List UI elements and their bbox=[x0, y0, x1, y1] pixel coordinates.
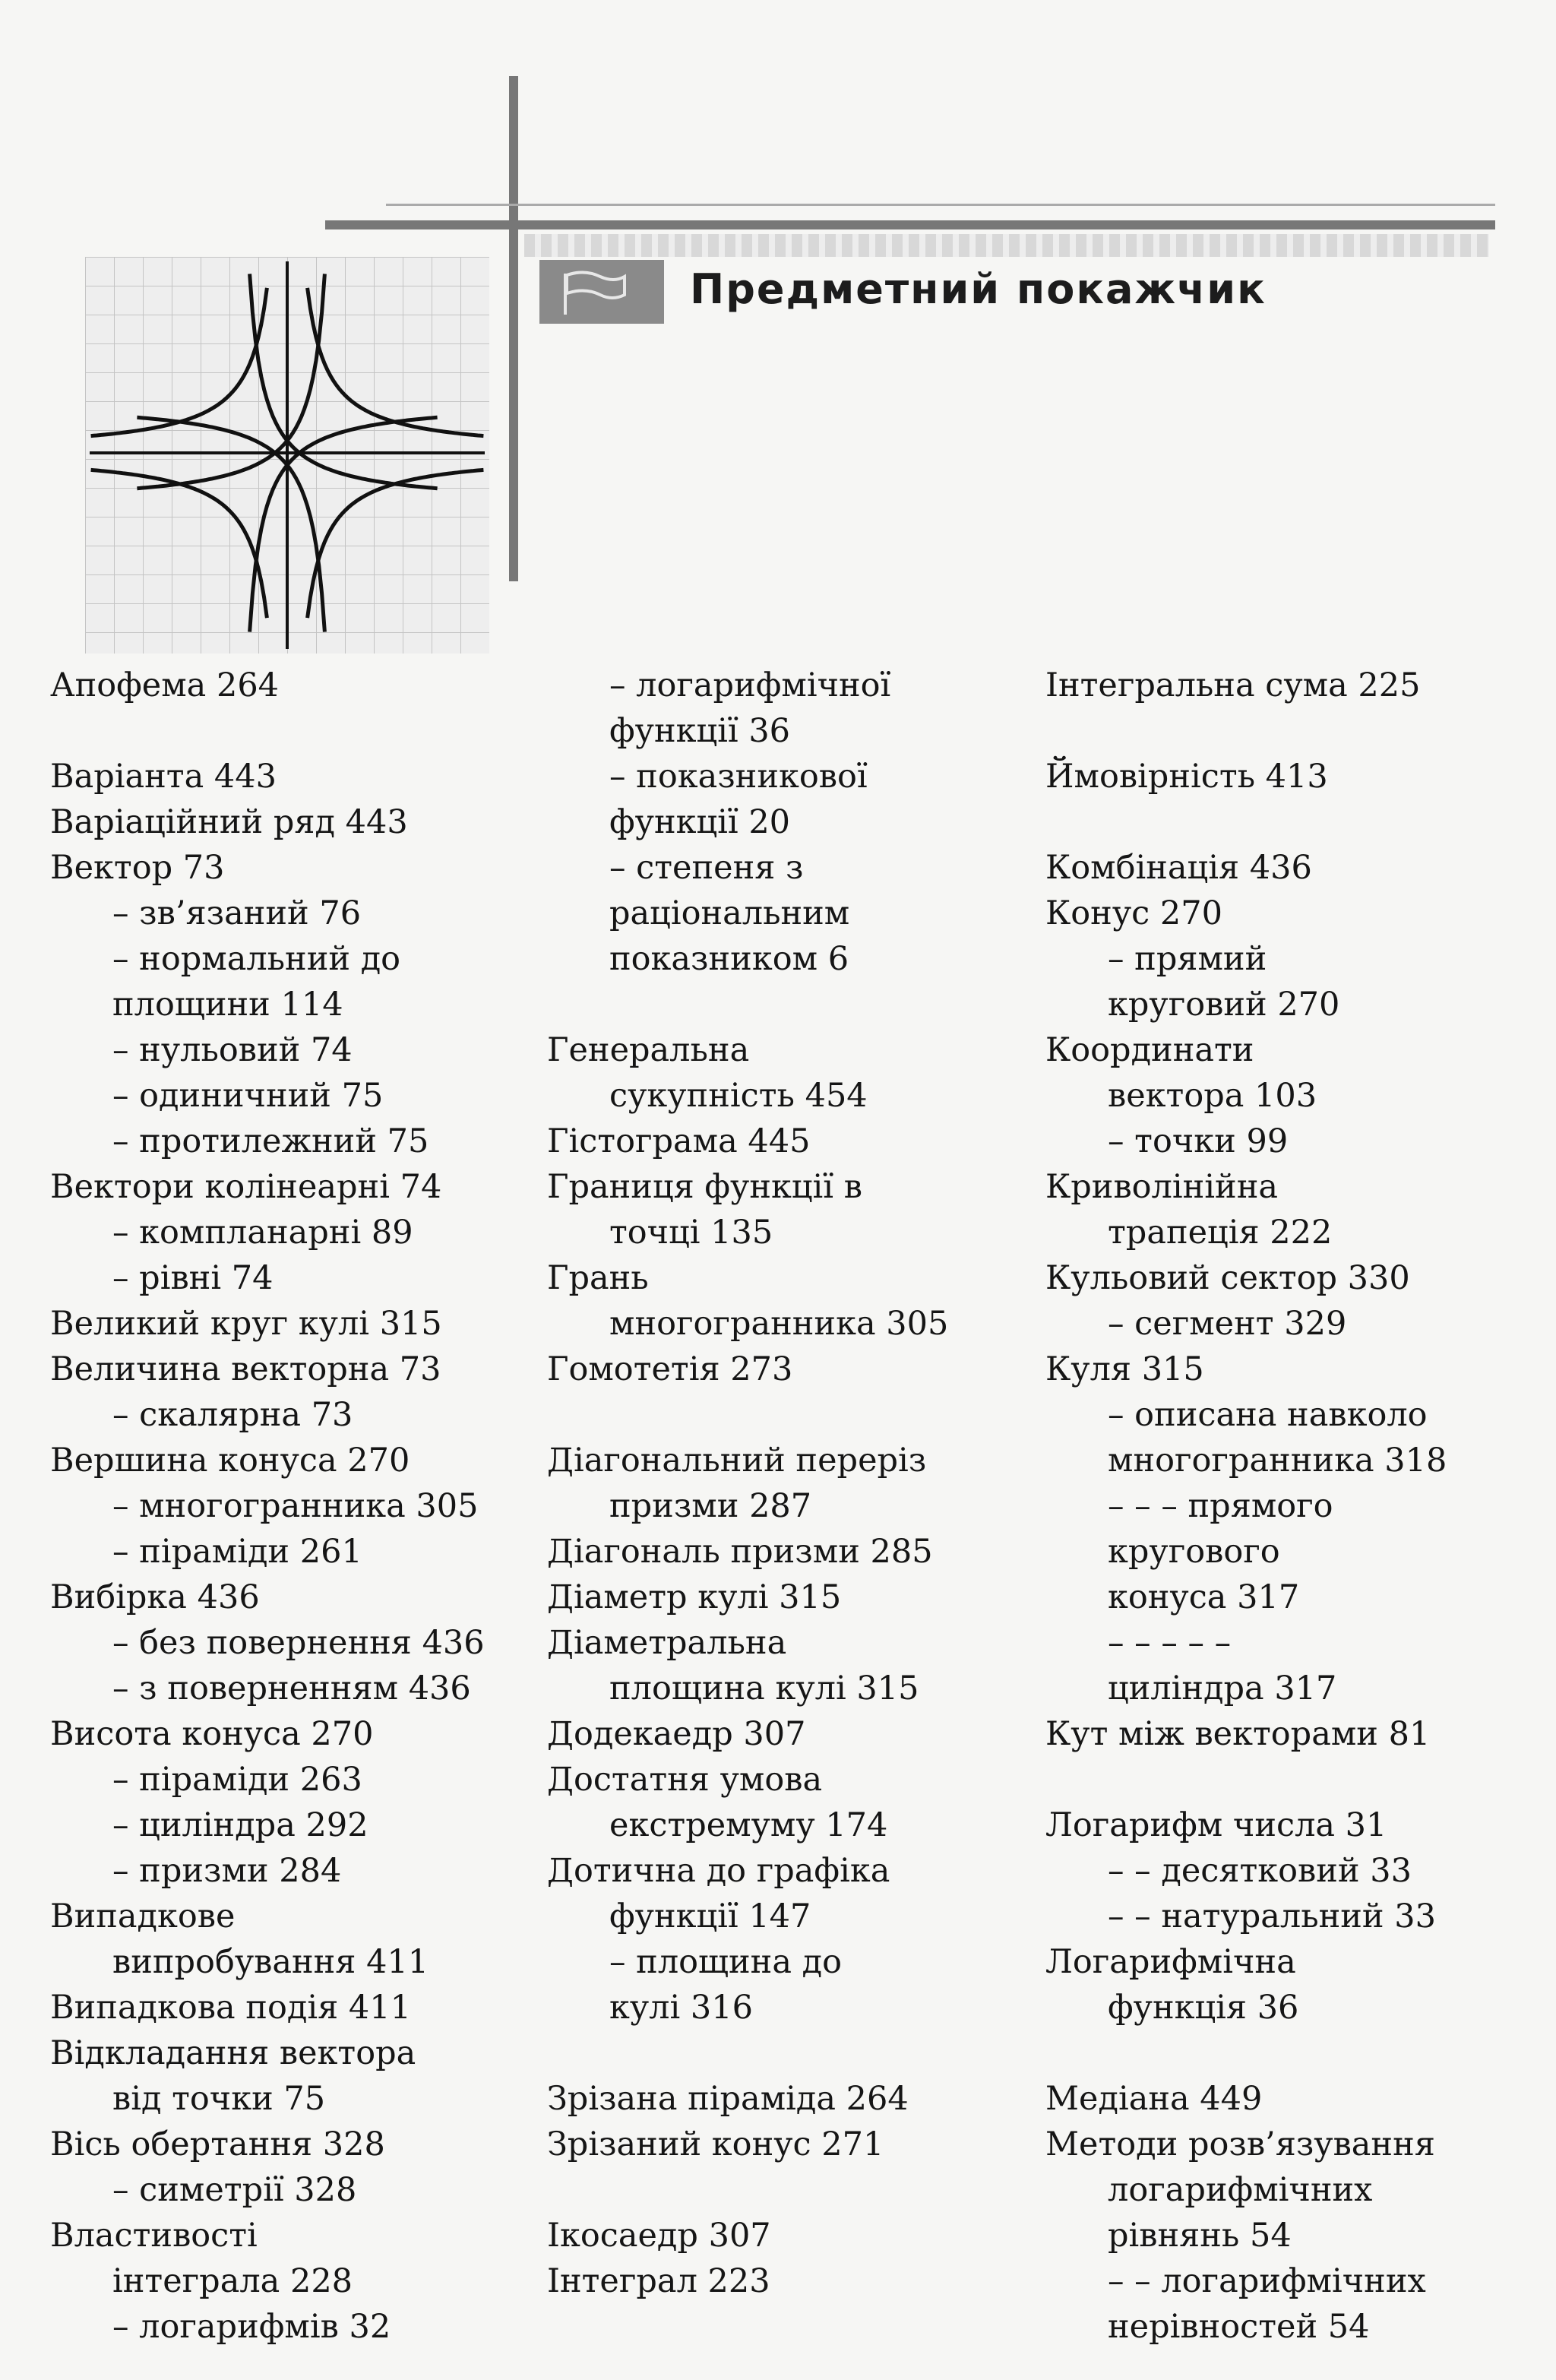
index-subentry: – степеня з bbox=[609, 849, 804, 887]
index-entry: Апофема 264 bbox=[50, 666, 280, 704]
index-subentry: – – натуральний 33 bbox=[1108, 1897, 1436, 1935]
index-subentry: круговий 270 bbox=[1108, 986, 1340, 1024]
index-entry: Діаметральна bbox=[547, 1624, 787, 1662]
index-entry: Кут між векторами 81 bbox=[1045, 1715, 1431, 1753]
index-subentry: циліндра 317 bbox=[1108, 1669, 1337, 1707]
index-subentry: призми 287 bbox=[609, 1487, 812, 1525]
hyperbola-branch-4 bbox=[308, 470, 484, 618]
index-entry: Координати bbox=[1045, 1031, 1254, 1069]
hyperbola-branch-2 bbox=[91, 470, 267, 618]
index-subentry: – без повернення 436 bbox=[112, 1624, 485, 1662]
index-entry: Випадкове bbox=[50, 1897, 236, 1935]
index-entry: Зрізана піраміда 264 bbox=[547, 2080, 909, 2118]
index-subentry: трапеція 222 bbox=[1108, 1214, 1333, 1252]
index-entry: Гістограма 445 bbox=[547, 1122, 811, 1160]
index-subentry: функції 36 bbox=[609, 712, 791, 750]
index-gap bbox=[547, 2030, 1033, 2076]
hyperbola-graph bbox=[85, 257, 489, 654]
index-subentry: – скалярна 73 bbox=[112, 1396, 353, 1434]
index-gap bbox=[547, 982, 1033, 1027]
index-subentry: – циліндра 292 bbox=[112, 1806, 368, 1844]
index-entry: Медіана 449 bbox=[1045, 2080, 1263, 2118]
index-gap bbox=[50, 708, 536, 754]
index-subentry: – симетрії 328 bbox=[112, 2171, 357, 2209]
index-gap bbox=[1045, 1757, 1532, 1802]
index-subentry: – точки 99 bbox=[1108, 1122, 1289, 1160]
index-entry: Зрізаний конус 271 bbox=[547, 2125, 884, 2163]
index-subentry: – рівні 74 bbox=[112, 1259, 274, 1297]
index-entry: Випадкова подія 411 bbox=[50, 1989, 411, 2027]
index-subentry: кулі 316 bbox=[609, 1989, 753, 2027]
index-entry: Генеральна bbox=[547, 1031, 750, 1069]
index-entry: Ймовірність 413 bbox=[1045, 758, 1328, 796]
index-subentry: від точки 75 bbox=[112, 2080, 326, 2118]
index-entry: Куля 315 bbox=[1045, 1350, 1204, 1388]
index-entry: Кульовий сектор 330 bbox=[1045, 1259, 1410, 1297]
index-subentry: раціональним bbox=[609, 894, 850, 932]
hyperbola-figure bbox=[85, 257, 489, 654]
index-entry: Комбінація 436 bbox=[1045, 849, 1312, 887]
index-subentry: – піраміди 261 bbox=[112, 1533, 362, 1571]
index-entry: Властивості bbox=[50, 2217, 258, 2255]
index-entry: Дотична до графіка bbox=[547, 1852, 890, 1890]
index-entry: Вісь обертання 328 bbox=[50, 2125, 385, 2163]
index-entry: Додекаедр 307 bbox=[547, 1715, 806, 1753]
vertical-rule bbox=[509, 76, 518, 581]
index-entry: Варіанта 443 bbox=[50, 758, 277, 796]
hyperbola-branch-3 bbox=[91, 288, 267, 436]
index-gap bbox=[547, 2167, 1033, 2213]
index-subentry: многогранника 318 bbox=[1108, 1442, 1447, 1480]
index-subentry: – площина до bbox=[609, 1943, 842, 1981]
index-subentry: – показникової bbox=[609, 758, 868, 796]
index-entry: Гомотетія 273 bbox=[547, 1350, 793, 1388]
index-entry: Логарифм числа 31 bbox=[1045, 1806, 1387, 1844]
index-subentry: – з поверненням 436 bbox=[112, 1669, 471, 1707]
horizontal-rule-thin bbox=[386, 204, 1495, 206]
index-subentry: – – – – – bbox=[1108, 1624, 1232, 1662]
index-subentry: – компланарні 89 bbox=[112, 1214, 413, 1252]
header-band bbox=[524, 234, 1489, 257]
index-entry: Діагональний переріз bbox=[547, 1442, 927, 1480]
index-subentry: многогранника 305 bbox=[609, 1305, 949, 1343]
index-subentry: функція 36 bbox=[1108, 1989, 1299, 2027]
index-subentry: – нульовий 74 bbox=[112, 1031, 353, 1069]
index-subentry: екстремуму 174 bbox=[609, 1806, 888, 1844]
index-subentry: – прямий bbox=[1108, 940, 1267, 978]
index-subentry: кругового bbox=[1108, 1533, 1280, 1571]
index-subentry: показником 6 bbox=[609, 940, 849, 978]
index-subentry: – нормальний до bbox=[112, 940, 401, 978]
index-entry: Діаметр кулі 315 bbox=[547, 1578, 842, 1616]
hyperbola-branch-1 bbox=[308, 288, 484, 436]
index-entry: Інтегральна сума 225 bbox=[1045, 666, 1421, 704]
index-subentry: – многогранника 305 bbox=[112, 1487, 479, 1525]
index-subentry: логарифмічних bbox=[1108, 2171, 1373, 2209]
index-entry: Висота конуса 270 bbox=[50, 1715, 374, 1753]
index-subentry: випробування 411 bbox=[112, 1943, 429, 1981]
index-subentry: – – десятковий 33 bbox=[1108, 1852, 1412, 1890]
index-entry: Криволінійна bbox=[1045, 1168, 1278, 1206]
index-subentry: – – логарифмічних bbox=[1108, 2262, 1426, 2300]
index-subentry: – логарифмів 32 bbox=[112, 2308, 391, 2346]
index-subentry: площина кулі 315 bbox=[609, 1669, 919, 1707]
index-entry: Вибірка 436 bbox=[50, 1578, 260, 1616]
index-subentry: інтеграла 228 bbox=[112, 2262, 353, 2300]
index-subentry: площини 114 bbox=[112, 986, 343, 1024]
index-subentry: – протилежний 75 bbox=[112, 1122, 429, 1160]
index-entry: Достатня умова bbox=[547, 1761, 823, 1799]
index-gap bbox=[547, 1392, 1033, 1438]
index-gap bbox=[1045, 2030, 1532, 2076]
index-subentry: – одиничний 75 bbox=[112, 1077, 384, 1115]
page-title: Предметний покажчик bbox=[690, 265, 1267, 313]
index-entry: Грань bbox=[547, 1259, 649, 1297]
index-subentry: точці 135 bbox=[609, 1214, 773, 1252]
index-entry: Вектори колінеарні 74 bbox=[50, 1168, 442, 1206]
index-entry: Відкладання вектора bbox=[50, 2034, 416, 2072]
index-entry: Інтеграл 223 bbox=[547, 2262, 770, 2300]
index-entry: Логарифмічна bbox=[1045, 1943, 1296, 1981]
index-subentry: – сегмент 329 bbox=[1108, 1305, 1347, 1343]
index-subentry: – призми 284 bbox=[112, 1852, 342, 1890]
index-subentry: – логарифмічної bbox=[609, 666, 891, 704]
index-column-1 bbox=[50, 663, 536, 2350]
index-entry: Вершина конуса 270 bbox=[50, 1442, 410, 1480]
flag-icon bbox=[539, 260, 664, 324]
index-entry: Великий круг кулі 315 bbox=[50, 1305, 442, 1343]
index-entry: Границя функції в bbox=[547, 1168, 862, 1206]
index-entry: Конус 270 bbox=[1045, 894, 1222, 932]
index-subentry: – зв’язаний 76 bbox=[112, 894, 362, 932]
index-subentry: сукупність 454 bbox=[609, 1077, 868, 1115]
index-subentry: – піраміди 263 bbox=[112, 1761, 362, 1799]
index-subentry: функції 20 bbox=[609, 803, 791, 841]
index-column-2 bbox=[547, 663, 1033, 2304]
index-subentry: вектора 103 bbox=[1108, 1077, 1317, 1115]
index-entry: Ікосаедр 307 bbox=[547, 2217, 771, 2255]
index-gap bbox=[1045, 799, 1532, 845]
index-gap bbox=[1045, 708, 1532, 754]
index-entry: Вектор 73 bbox=[50, 849, 225, 887]
index-subentry: конуса 317 bbox=[1108, 1578, 1300, 1616]
index-entry: Діагональ призми 285 bbox=[547, 1533, 933, 1571]
index-subentry: – описана навколо bbox=[1108, 1396, 1428, 1434]
index-entry: Величина векторна 73 bbox=[50, 1350, 441, 1388]
index-subentry: – – – прямого bbox=[1108, 1487, 1333, 1525]
index-entry: Варіаційний ряд 443 bbox=[50, 803, 408, 841]
index-column-3 bbox=[1045, 663, 1532, 2350]
index-subentry: нерівностей 54 bbox=[1108, 2308, 1370, 2346]
index-subentry: функції 147 bbox=[609, 1897, 811, 1935]
index-entry: Методи розв’язування bbox=[1045, 2125, 1435, 2163]
horizontal-rule bbox=[325, 220, 1495, 229]
index-subentry: рівнянь 54 bbox=[1108, 2217, 1292, 2255]
